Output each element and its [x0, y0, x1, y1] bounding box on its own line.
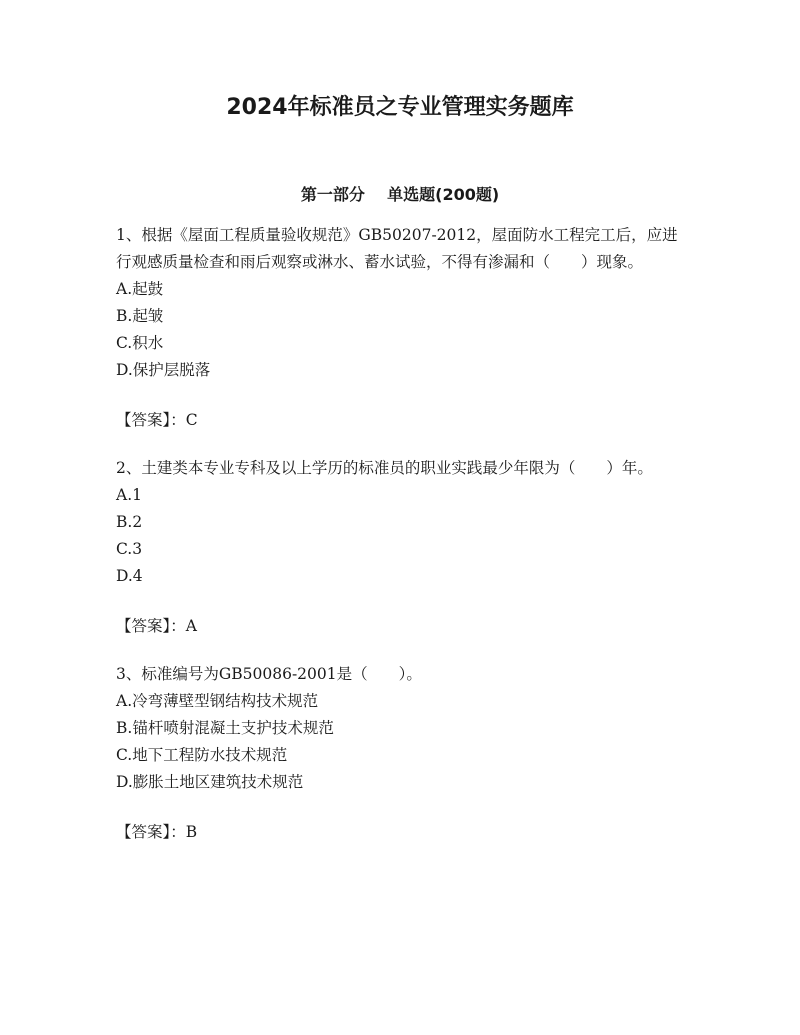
option-c: C.积水	[116, 334, 164, 352]
option-d: D.4	[116, 567, 143, 585]
question-2	[116, 455, 688, 661]
option-b: B.2	[116, 513, 143, 531]
document-title: 2024年标准员之专业管理实务题库	[226, 95, 574, 120]
question-list	[116, 222, 688, 867]
option-b: B.锚杆喷射混凝土支护技术规范	[116, 719, 334, 737]
question-3	[116, 661, 688, 867]
option-a: A.1	[116, 486, 142, 504]
section-heading: 第一部分 单选题(200题)	[300, 185, 500, 204]
question-stem: 1、根据《屋面工程质量验收规范》GB50207-2012，屋面防水工程完工后，应进行观感质量检查和雨后观察或淋水、蓄水试验，不得有渗漏和（ ）现象。	[116, 226, 678, 271]
option-c: C.3	[116, 540, 143, 558]
option-d: D.膨胀土地区建筑技术规范	[116, 773, 304, 791]
answer-line: 【答案】：B	[116, 823, 198, 841]
option-c: C.地下工程防水技术规范	[116, 746, 288, 764]
question-stem: 2、土建类本专业专科及以上学历的标准员的职业实践最少年限为（ ）年。	[116, 459, 653, 477]
option-a: A.冷弯薄壁型钢结构技术规范	[116, 692, 319, 710]
option-b: B.起皱	[116, 307, 164, 325]
option-d: D.保护层脱落	[116, 361, 211, 379]
answer-line: 【答案】：C	[116, 411, 198, 429]
question-1	[116, 222, 688, 455]
answer-line: 【答案】：A	[116, 617, 197, 635]
question-stem: 3、标准编号为GB50086-2001是（ ）。	[116, 665, 422, 683]
option-a: A.起鼓	[116, 280, 164, 298]
